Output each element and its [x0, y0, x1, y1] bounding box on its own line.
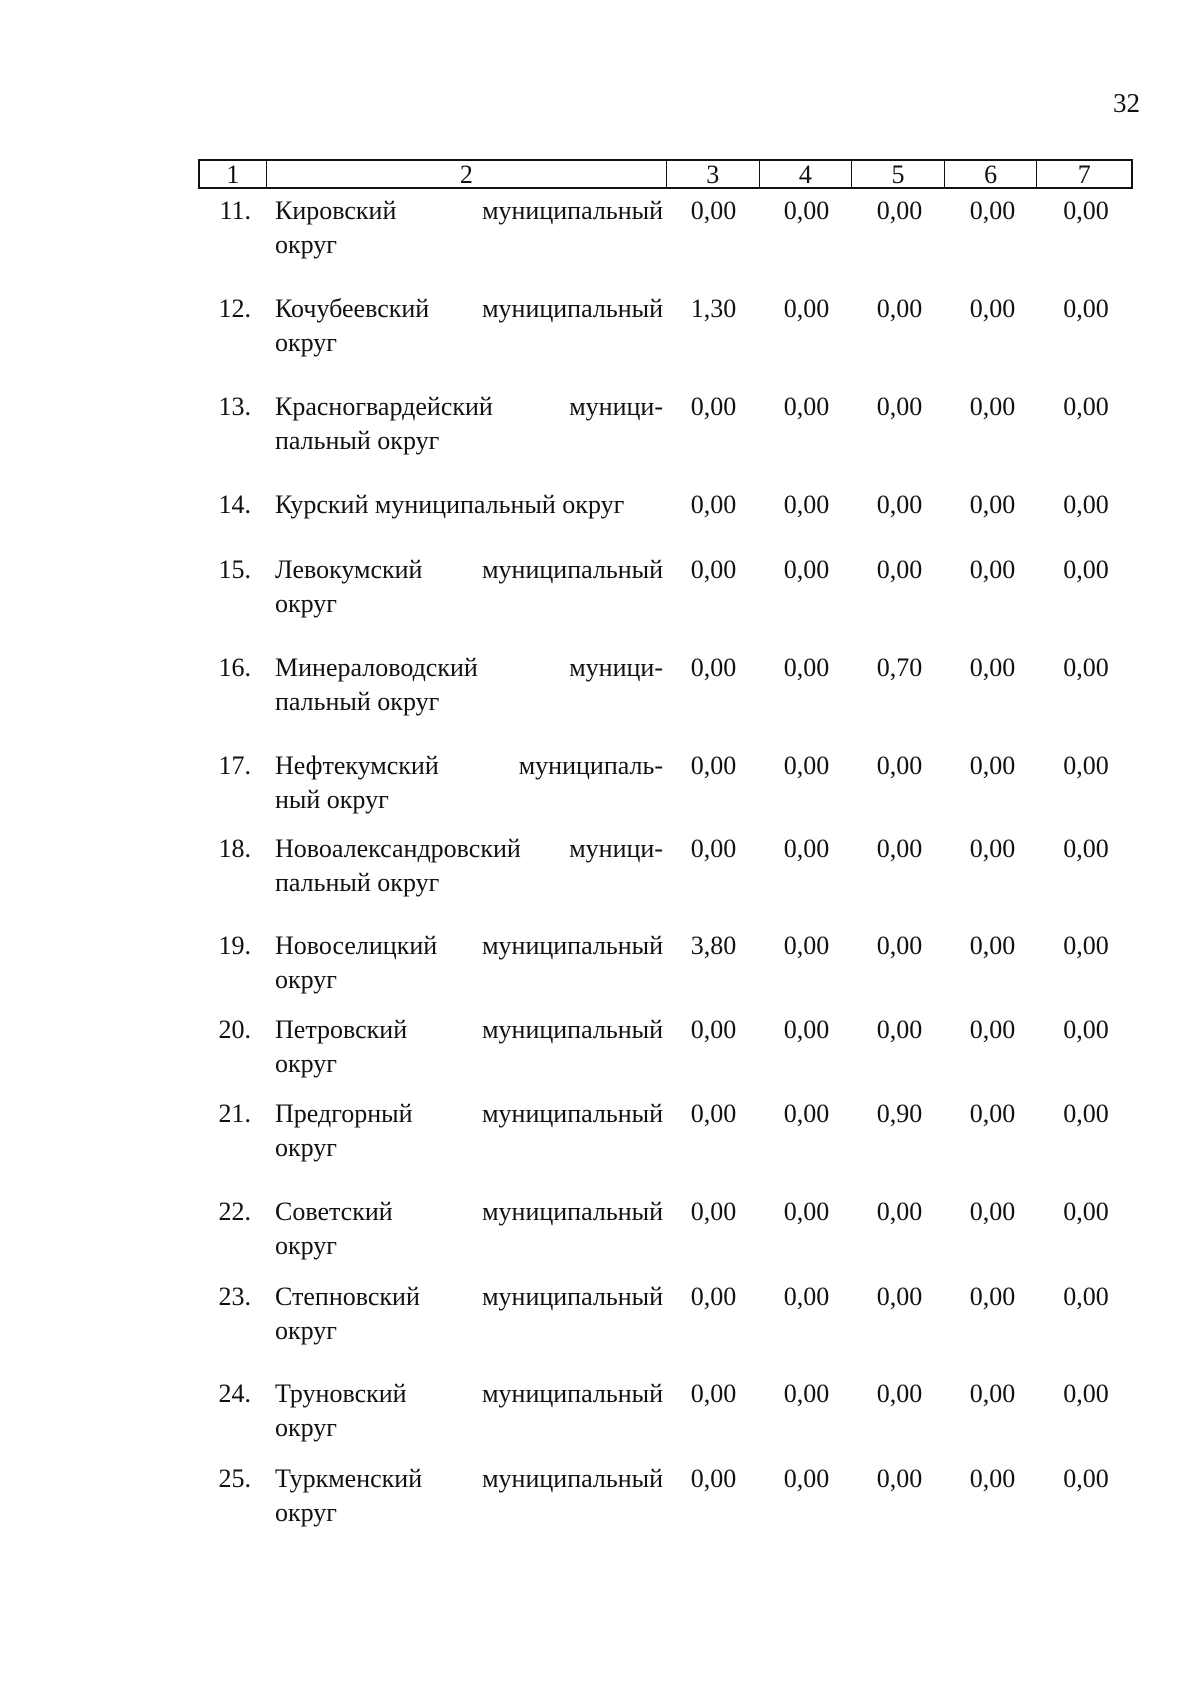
table-row [198, 1280, 1133, 1348]
table-row [198, 390, 1133, 458]
value-col-5: 0,00 [876, 196, 923, 225]
value-col-6: 0,00 [969, 392, 1016, 421]
district-name-line1: Новоселицкий муниципальный [275, 931, 663, 960]
value-col-3: 0,00 [690, 1015, 737, 1044]
value-col-7: 0,00 [1063, 392, 1109, 421]
row-number: 15. [218, 555, 251, 584]
value-col-4: 0,00 [783, 1015, 830, 1044]
value-col-6: 0,00 [969, 834, 1016, 863]
value-col-7: 0,00 [1063, 931, 1109, 960]
district-name-line1: Курский муниципальный округ [275, 490, 625, 519]
value-col-4: 0,00 [783, 1464, 830, 1493]
value-col-6: 0,00 [969, 555, 1016, 584]
value-col-3: 0,00 [690, 555, 737, 584]
value-col-4: 0,00 [783, 196, 830, 225]
table-row [198, 488, 1133, 522]
district-name [265, 929, 667, 997]
value-col-6: 0,00 [969, 1197, 1016, 1226]
row-number: 22. [218, 1197, 251, 1226]
district-name-line1: Петровский муниципальный [275, 1015, 663, 1044]
district-name-line2: пальный округ [275, 426, 440, 455]
value-col-6: 0,00 [969, 1282, 1016, 1311]
value-col-3: 0,00 [690, 751, 737, 780]
column-header-2: 2 [267, 161, 667, 187]
district-name [265, 1097, 667, 1165]
value-col-5: 0,00 [876, 490, 923, 519]
value-col-3: 0,00 [690, 834, 737, 863]
table-header [198, 159, 1133, 189]
value-col-7: 0,00 [1063, 1282, 1109, 1311]
row-number: 14. [218, 490, 251, 519]
value-col-7: 0,00 [1063, 1464, 1109, 1493]
district-name-line1: Труновский муниципальный [275, 1379, 663, 1408]
value-col-5: 0,00 [876, 392, 923, 421]
value-col-3: 0,00 [690, 1197, 737, 1226]
district-name [265, 832, 667, 900]
value-col-6: 0,00 [969, 1379, 1016, 1408]
value-col-5: 0,00 [876, 1197, 923, 1226]
value-col-3: 0,00 [690, 1379, 737, 1408]
district-name-line1: Степновский муниципальный [275, 1282, 663, 1311]
value-col-4: 0,00 [783, 490, 830, 519]
value-col-5: 0,00 [876, 751, 923, 780]
district-name-line2: округ [275, 1413, 337, 1442]
column-header-6: 6 [945, 161, 1038, 187]
value-col-3: 0,00 [690, 392, 737, 421]
table-row [198, 832, 1133, 900]
district-name-line1: Красногвардейский муници- [275, 392, 663, 421]
district-name-line2: округ [275, 1231, 337, 1260]
value-col-4: 0,00 [783, 392, 830, 421]
district-name [265, 194, 667, 262]
row-number: 25. [218, 1464, 251, 1493]
column-header-4: 4 [760, 161, 853, 187]
district-name-line2: округ [275, 230, 337, 259]
district-name-line2: пальный округ [275, 687, 440, 716]
value-col-6: 0,00 [969, 490, 1016, 519]
table-row [198, 651, 1133, 719]
table-row [198, 1013, 1133, 1081]
page-number: 32 [1113, 88, 1140, 118]
value-col-5: 0,00 [876, 1282, 923, 1311]
value-col-4: 0,00 [783, 1282, 830, 1311]
column-header-5: 5 [852, 161, 945, 187]
district-name-line2: округ [275, 1133, 337, 1162]
district-name-line2: округ [275, 965, 337, 994]
table-row [198, 553, 1133, 621]
value-col-7: 0,00 [1063, 1197, 1109, 1226]
value-col-6: 0,00 [969, 1099, 1016, 1128]
row-number: 13. [218, 392, 251, 421]
district-name-line2: пальный округ [275, 868, 440, 897]
value-col-7: 0,00 [1063, 1099, 1109, 1128]
value-col-4: 0,00 [783, 834, 830, 863]
value-col-4: 0,00 [783, 555, 830, 584]
district-name-line2: округ [275, 1316, 337, 1345]
table-row [198, 292, 1133, 360]
value-col-7: 0,00 [1063, 653, 1109, 682]
value-col-5: 0,00 [876, 931, 923, 960]
value-col-5: 0,00 [876, 1379, 923, 1408]
value-col-4: 0,00 [783, 653, 830, 682]
value-col-4: 0,00 [783, 1099, 830, 1128]
value-col-3: 0,00 [690, 1282, 737, 1311]
district-name-line2: округ [275, 328, 337, 357]
district-name-line2: ный округ [275, 785, 389, 814]
value-col-6: 0,00 [969, 931, 1016, 960]
value-col-3: 0,00 [690, 653, 737, 682]
district-name-line1: Советский муниципальный [275, 1197, 663, 1226]
value-col-4: 0,00 [783, 1197, 830, 1226]
value-col-6: 0,00 [969, 1464, 1016, 1493]
value-col-5: 0,70 [876, 653, 923, 682]
table-row [198, 929, 1133, 997]
table-row [198, 749, 1133, 817]
value-col-4: 0,00 [783, 931, 830, 960]
row-number: 21. [218, 1099, 251, 1128]
district-name-line1: Предгорный муниципальный [275, 1099, 663, 1128]
row-number: 11. [219, 196, 251, 225]
value-col-5: 0,00 [876, 834, 923, 863]
district-name [265, 749, 667, 817]
value-col-6: 0,00 [969, 751, 1016, 780]
value-col-3: 0,00 [690, 1099, 737, 1128]
value-col-3: 1,30 [690, 294, 737, 323]
column-header-1: 1 [200, 161, 267, 187]
district-name-line2: округ [275, 1498, 337, 1527]
row-number: 24. [218, 1379, 251, 1408]
row-number: 12. [218, 294, 251, 323]
district-name [265, 553, 667, 621]
district-name-line2: округ [275, 1049, 337, 1078]
district-name [265, 651, 667, 719]
district-name-line1: Нефтекумский муниципаль- [275, 751, 663, 780]
value-col-3: 0,00 [690, 490, 737, 519]
value-col-3: 3,80 [690, 931, 737, 960]
value-col-4: 0,00 [783, 294, 830, 323]
column-header-3: 3 [667, 161, 760, 187]
district-name-line1: Туркменский муниципальный [275, 1464, 663, 1493]
value-col-7: 0,00 [1063, 555, 1109, 584]
table-row [198, 1097, 1133, 1165]
row-number: 16. [218, 653, 251, 682]
district-name [265, 1195, 667, 1263]
row-number: 23. [218, 1282, 251, 1311]
value-col-7: 0,00 [1063, 1015, 1109, 1044]
row-number: 20. [218, 1015, 251, 1044]
value-col-7: 0,00 [1063, 751, 1109, 780]
row-number: 17. [218, 751, 251, 780]
value-col-5: 0,00 [876, 1015, 923, 1044]
district-name [265, 390, 667, 458]
value-col-6: 0,00 [969, 294, 1016, 323]
value-col-4: 0,00 [783, 1379, 830, 1408]
row-number: 19. [218, 931, 251, 960]
district-name [265, 1013, 667, 1081]
value-col-3: 0,00 [690, 1464, 737, 1493]
table-row [198, 1195, 1133, 1263]
value-col-3: 0,00 [690, 196, 737, 225]
district-name [265, 1280, 667, 1348]
value-col-7: 0,00 [1063, 490, 1109, 519]
district-name [265, 488, 667, 522]
value-col-7: 0,00 [1063, 834, 1109, 863]
district-name-line1: Кочубеевский муниципальный [275, 294, 663, 323]
district-name-line2: округ [275, 589, 337, 618]
value-col-5: 0,00 [876, 294, 923, 323]
district-name-line1: Новоалександровский муници- [275, 834, 663, 863]
value-col-7: 0,00 [1063, 294, 1109, 323]
table-row [198, 1462, 1133, 1530]
row-number: 18. [218, 834, 251, 863]
value-col-5: 0,00 [876, 555, 923, 584]
value-col-7: 0,00 [1063, 1379, 1109, 1408]
table-row [198, 1377, 1133, 1445]
value-col-6: 0,00 [969, 196, 1016, 225]
table-row [198, 194, 1133, 262]
value-col-4: 0,00 [783, 751, 830, 780]
district-name [265, 1462, 667, 1530]
value-col-7: 0,00 [1063, 196, 1109, 225]
value-col-6: 0,00 [969, 653, 1016, 682]
value-col-6: 0,00 [969, 1015, 1016, 1044]
value-col-5: 0,00 [876, 1464, 923, 1493]
district-name [265, 292, 667, 360]
district-name-line1: Кировский муниципальный [275, 196, 663, 225]
district-name-line1: Минераловодский муници- [275, 653, 663, 682]
district-name-line1: Левокумский муниципальный [275, 555, 663, 584]
district-name [265, 1377, 667, 1445]
value-col-5: 0,90 [876, 1099, 923, 1128]
column-header-7: 7 [1077, 160, 1091, 189]
